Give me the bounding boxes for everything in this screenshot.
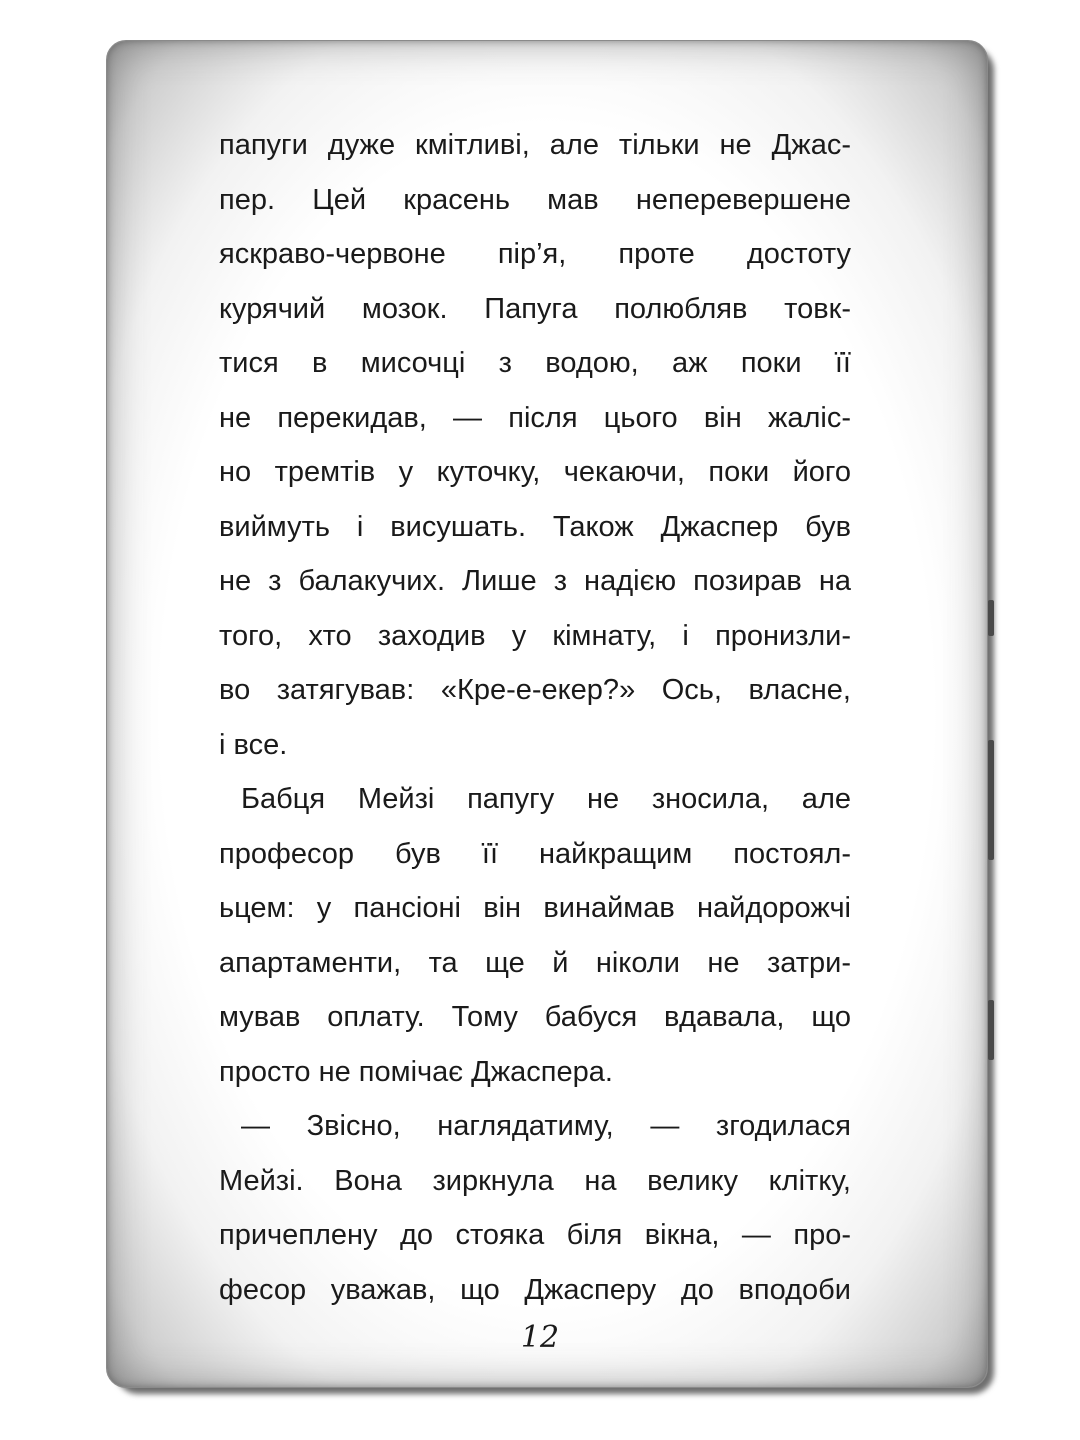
text-line: і все.	[219, 728, 288, 761]
text-line: не перекидав, — після цього він жаліс-	[219, 401, 851, 434]
page-text	[219, 118, 851, 1317]
text-line: Бабця Мейзі папугу не зносила, але	[241, 783, 851, 815]
page-edge-mark	[988, 600, 994, 636]
text-line: фесор уважав, що Джасперу до вподоби	[219, 1273, 851, 1306]
text-line: папуги дуже кмітливі, але тільки не Джас-	[219, 129, 851, 161]
text-line: курячий мозок. Папуга полюбляв товк-	[219, 292, 851, 325]
text-line: апартаменти, та ще й ніколи не затри-	[219, 946, 851, 979]
text-line: виймуть і висушать. Також Джаспер був	[219, 510, 851, 543]
paragraph-3	[219, 1099, 851, 1317]
text-line: просто не помічає Джаспера.	[219, 1055, 613, 1088]
text-line: Мейзі. Вона зиркнула на велику клітку,	[219, 1164, 851, 1197]
text-line: во затягував: «Кре-е-екер?» Ось, власне,	[219, 674, 851, 706]
text-line: професор був її найкращим постоял-	[219, 837, 851, 870]
text-line: но тремтів у куточку, чекаючи, поки його	[219, 456, 851, 488]
page-number: 12	[520, 1320, 560, 1355]
text-line: пер. Цей красень мав неперевершене	[219, 183, 851, 216]
page-edge-mark	[988, 740, 994, 860]
text-line: яскраво-червоне пір’я, проте достоту	[219, 238, 851, 270]
text-line: не з балакучих. Лише з надією позирав на	[219, 565, 851, 597]
text-line: ьцем: у пансіоні він винаймав найдорожчі	[219, 892, 851, 924]
page-edge-mark	[988, 1000, 994, 1060]
text-line: мував оплату. Тому бабуся вдавала, що	[219, 1001, 851, 1033]
text-line: — Звісно, наглядатиму, — згодилася	[241, 1110, 851, 1142]
text-line: причеплену до стояка біля вікна, — про-	[219, 1219, 851, 1251]
paragraph-2	[219, 772, 851, 1099]
paragraph-1	[219, 118, 851, 772]
text-line: тися в мисочці з водою, аж поки її	[219, 347, 851, 379]
text-line: того, хто заходив у кімнату, і пронизли-	[219, 619, 851, 652]
